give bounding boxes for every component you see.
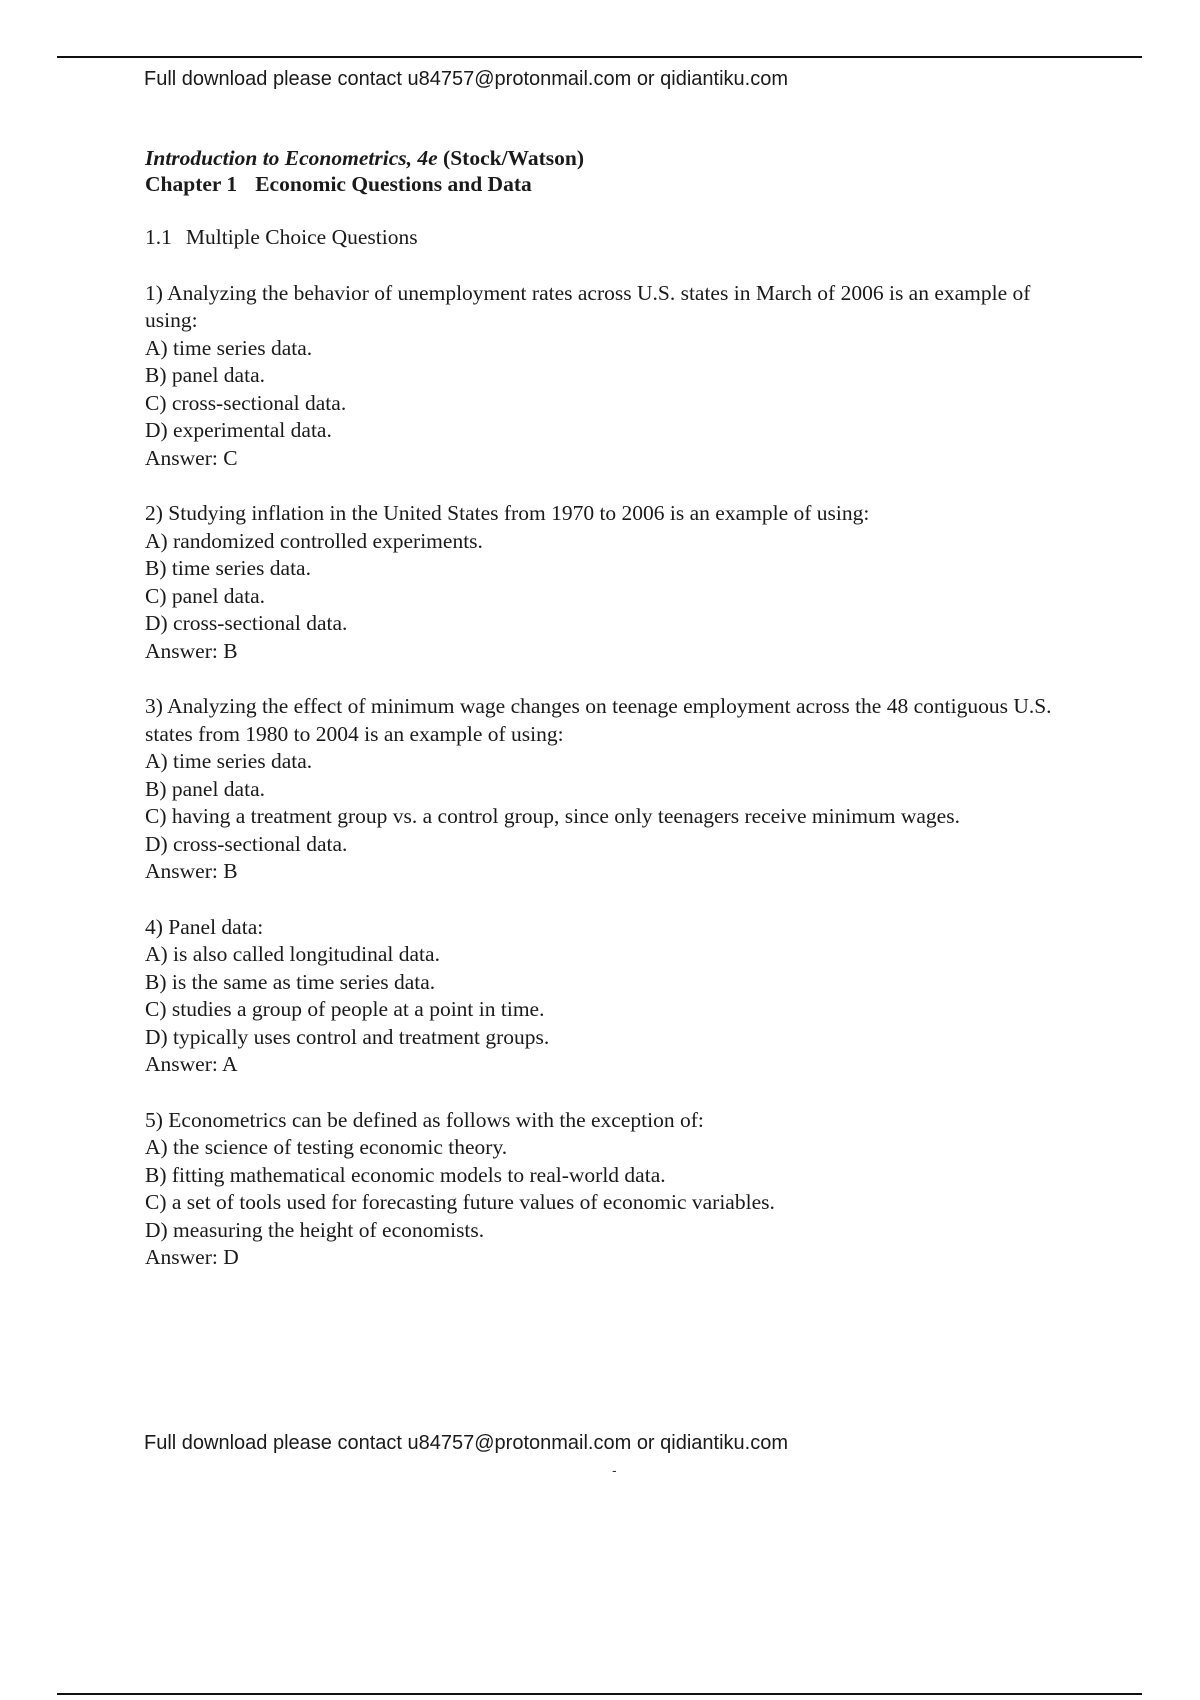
option-c: C) studies a group of people at a point in time. — [145, 997, 545, 1021]
option-d: D) measuring the height of economists. — [145, 1217, 485, 1242]
option-d: D) typically uses control and treatment groups. — [145, 1024, 550, 1049]
answer: Answer: A — [145, 1052, 238, 1076]
answer: Answer: B — [145, 638, 238, 663]
question-2 — [145, 500, 1085, 665]
chapter-heading — [145, 171, 1085, 197]
question-text: 3) Analyzing the effect of minimum wage changes on teenage employment across the 48 contiguous U.S. states from 1980 to 2004 is an example of using: — [145, 694, 1052, 746]
option-c: C) a set of tools used for forecasting future values of economic variables. — [145, 1190, 775, 1214]
document-body — [145, 145, 1085, 1272]
section-heading — [145, 224, 1085, 252]
book-authors: (Stock/Watson) — [443, 146, 585, 170]
top-rule — [57, 56, 1142, 58]
option-a: A) time series data. — [145, 749, 313, 773]
answer: Answer: B — [145, 859, 238, 883]
option-b: B) panel data. — [145, 776, 265, 801]
question-3 — [145, 693, 1085, 886]
question-text: 1) Analyzing the behavior of unemployment rates across U.S. states in March of 2006 is an example of using: — [145, 280, 1031, 332]
option-a: A) time series data. — [145, 335, 313, 360]
option-b: B) time series data. — [145, 556, 311, 580]
question-text: 5) Econometrics can be defined as follows with the exception of: — [145, 1107, 704, 1132]
chapter-label: Chapter 1 — [145, 172, 238, 196]
option-a: A) the science of testing economic theory. — [145, 1135, 508, 1159]
question-text: 2) Studying inflation in the United States from 1970 to 2006 is an example of using: — [145, 501, 870, 525]
section-number: 1.1 — [145, 225, 172, 249]
option-d: D) cross-sectional data. — [145, 611, 348, 635]
chapter-name: Economic Questions and Data — [255, 172, 532, 196]
option-b: B) is the same as time series data. — [145, 969, 436, 994]
question-text: 4) Panel data: — [145, 914, 264, 939]
section-name: Multiple Choice Questions — [185, 225, 418, 249]
option-c: C) panel data. — [145, 583, 265, 608]
option-b: B) panel data. — [145, 363, 265, 387]
book-title: Introduction to Econometrics, 4e — [145, 146, 438, 170]
option-b: B) fitting mathematical economic models to real-world data. — [145, 1162, 666, 1187]
bottom-rule — [57, 1693, 1142, 1695]
question-1 — [145, 280, 1085, 473]
option-c: C) cross-sectional data. — [145, 390, 347, 415]
option-d: D) experimental data. — [145, 418, 332, 442]
answer: Answer: C — [145, 445, 238, 470]
answer: Answer: D — [145, 1245, 239, 1269]
header-contact-note: Full download please contact u84757@protonmail.com or qidiantiku.com — [144, 68, 788, 90]
footer-contact-note: Full download please contact u84757@protonmail.com or qidiantiku.com — [144, 1432, 788, 1454]
option-c: C) having a treatment group vs. a control group, since only teenagers receive minimum wages. — [145, 804, 960, 828]
question-5 — [145, 1107, 1085, 1272]
footer-page-mark: - — [612, 1462, 617, 1478]
option-a: A) is also called longitudinal data. — [145, 942, 440, 966]
question-4 — [145, 914, 1085, 1079]
option-d: D) cross-sectional data. — [145, 831, 348, 856]
option-a: A) randomized controlled experiments. — [145, 528, 483, 553]
book-title-line — [145, 145, 1085, 171]
